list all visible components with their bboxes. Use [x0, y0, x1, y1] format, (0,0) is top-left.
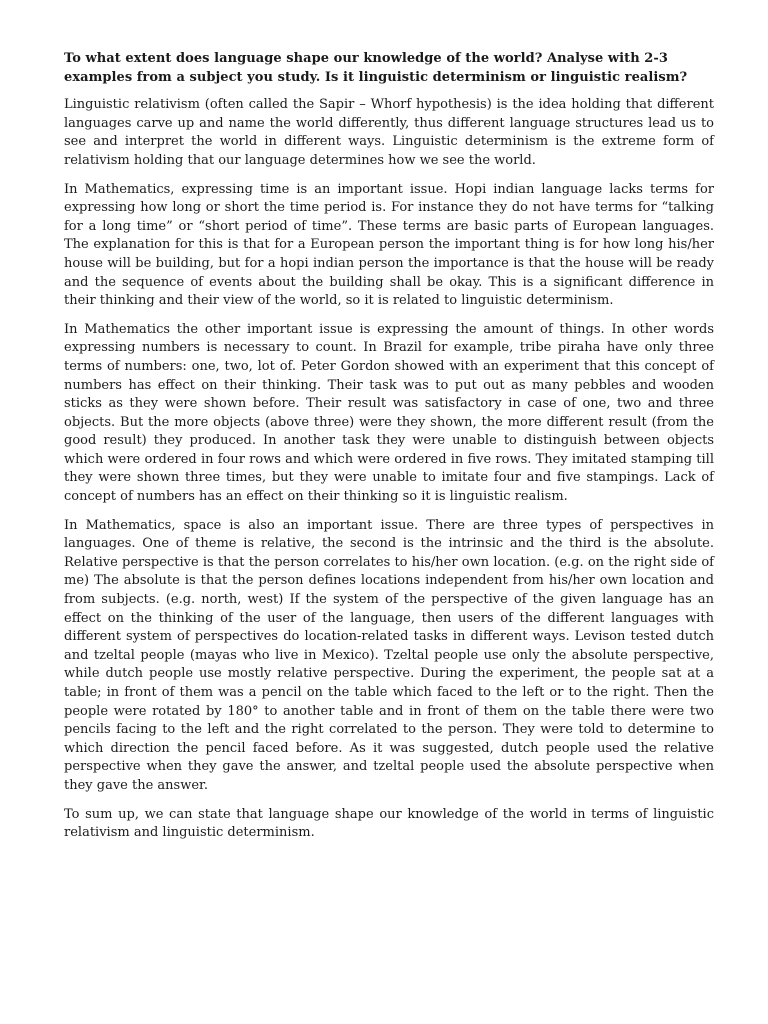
paragraph-time: In Mathematics, expressing time is an important issue. Hopi indian language lacks terms for expressing how long or short the time period is. For instance they do not have terms for “talking for a long time” or “short period of time”. These terms are basic parts of European languages. The explanation for this is that for a European person the important thing is for how long his/her house will be building, but for a hopi indian person the importance is that the house will be ready and the sequence of events about the building shall be okay. This is a significant difference in their thinking and their view of the world, so it is related to linguistic determinism. — [64, 181, 714, 309]
paragraph-intro: Linguistic relativism (often called the Sapir – Whorf hypothesis) is the idea holding that different languages carve up and name the world differently, thus different language structures lead us to see and interpret the world in different ways. Linguistic determinism is the extreme form of relativism holding that our language determines how we see the world. — [64, 97, 714, 168]
paragraph-space: In Mathematics, space is also an important issue. There are three types of perspectives in languages. One of theme is relative, the second is the intrinsic and the third is the absolute. Relative perspective is that the person correlates to his/her own location. (e.g. on the right side of me) The absolute is that the person defines locations independent from his/her own location and from subjects. (e.g. north, west) If the system of the perspective of the given language has an effect on the thinking of the user of the language, then users of the different languages with different system of perspectives do location-related tasks in different ways. Levison tested dutch and tzeltal people (mayas who live in Mexico). Tzeltal people use only the absolute perspective, while dutch people use mostly relative perspective. During the experiment, the people sat at a table; in front of them was a pencil on the table which faced to the left or to the right. Then the people were rotated by 180° to another table and in front of them on the table there were two pencils facing to the left and the right correlated to the person. They were told to determine to which direction the pencil faced before. As it was suggested, dutch people used the relative perspective when they gave the answer, and tzeltal people used the absolute perspective when they gave the answer. — [64, 517, 714, 793]
document-page — [64, 50, 714, 853]
paragraph-conclusion: To sum up, we can state that language shape our knowledge of the world in terms of linguistic relativism and linguistic determinism. — [64, 806, 714, 841]
paragraph-numbers: In Mathematics the other important issue is expressing the amount of things. In other words expressing numbers is necessary to count. In Brazil for example, tribe piraha have only three terms of numbers: one, two, lot of. Peter Gordon showed with an experiment that this concept of numbers has effect on their thinking. Their task was to put out as many pebbles and wooden sticks as they were shown before. Their result was satisfactory in case of one, two and three objects. But the more objects (above three) were they shown, the more different result (from the good result) they produced. In another task they were unable to distinguish between objects which were ordered in four rows and which were ordered in five rows. They imitated stamping till they were shown three times, but they were unable to imitate four and five stampings. Lack of concept of numbers has an effect on their thinking so it is linguistic realism. — [64, 321, 714, 505]
document-heading: To what extent does language shape our knowledge of the world? Analyse with 2-3 examples from a subject you study. Is it linguistic determinism or linguistic realism? — [64, 51, 688, 85]
